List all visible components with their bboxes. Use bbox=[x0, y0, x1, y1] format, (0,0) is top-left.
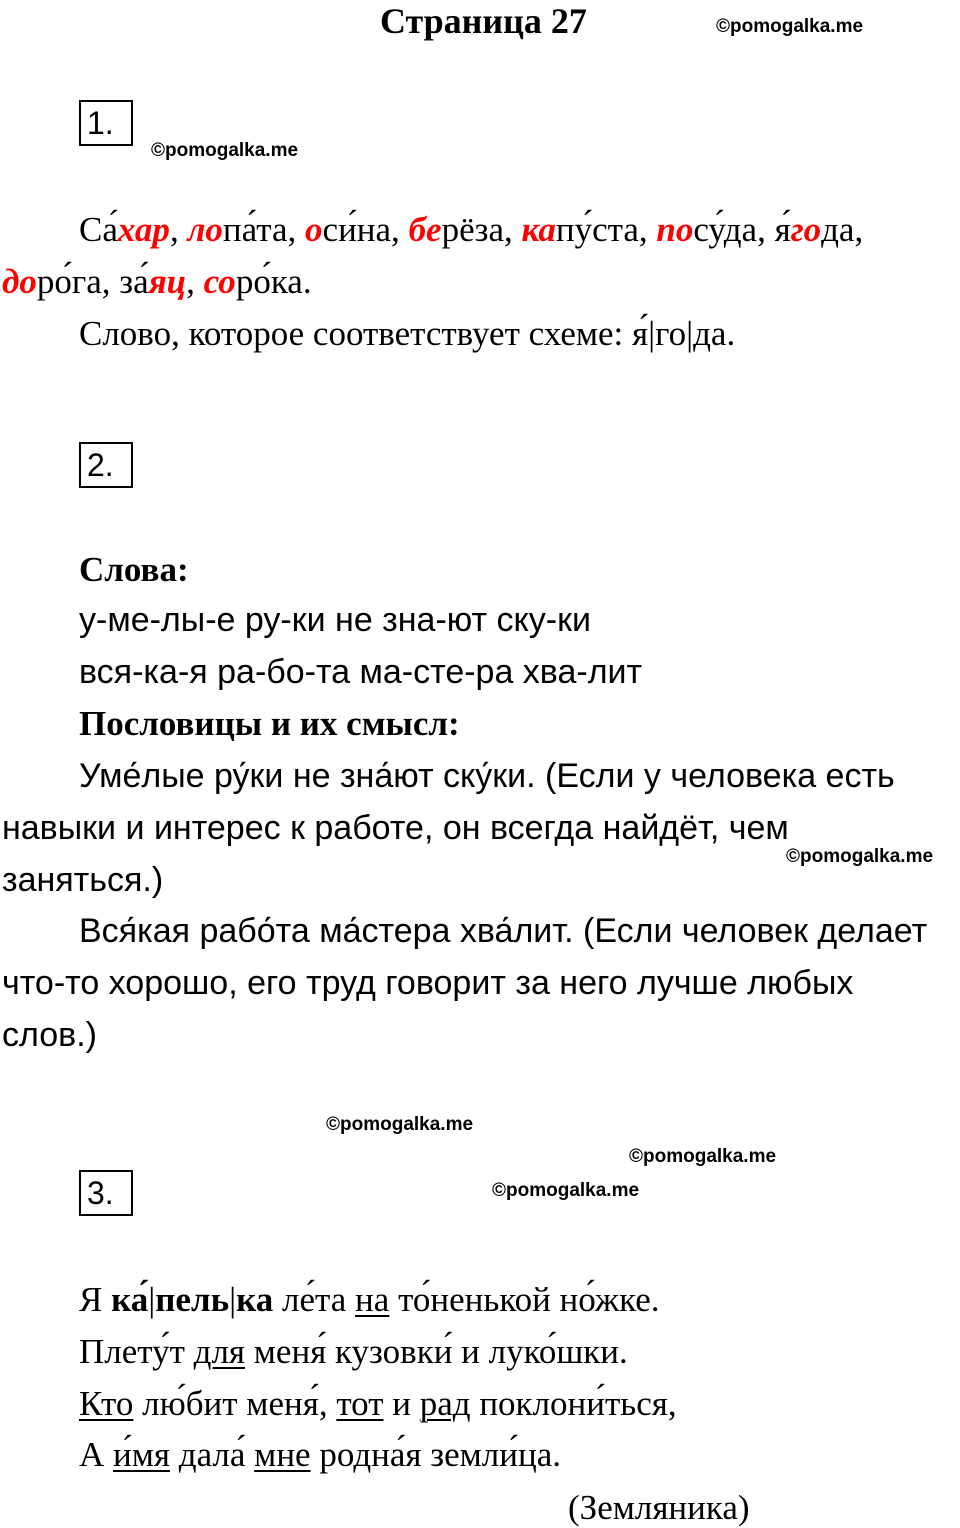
watermark: ©pomogalka.me bbox=[629, 1146, 777, 1167]
proverb1-line3: заняться.) bbox=[2, 861, 164, 899]
watermark: ©pomogalka.me bbox=[786, 846, 934, 867]
poem-line-3: Кто лю́бит меня́, тот и рад поклони́ться, bbox=[79, 1384, 677, 1423]
proverb2-line1: Вся́кая рабо́та ма́стера хва́лит. (Если человек делает bbox=[79, 912, 928, 950]
page-title: Страница 27 bbox=[380, 1, 587, 41]
proverb1-line2: навыки и интерес к работе, он всегда найдёт, чем bbox=[2, 809, 789, 847]
poem-line-4: А и́мя дала́ мне родна́я земли́ца. bbox=[79, 1435, 561, 1474]
watermark: ©pomogalka.me bbox=[716, 16, 864, 37]
proverb2-line2: что-то хорошо, его труд говорит за него лучше любых bbox=[2, 964, 854, 1002]
watermark: ©pomogalka.me bbox=[492, 1180, 640, 1201]
riddle-answer: (Земляника) bbox=[568, 1488, 750, 1527]
task-number-3: 3. bbox=[79, 1170, 133, 1216]
task1-answer: Слово, которое соответствует схеме: я́|го|да. bbox=[79, 314, 736, 353]
syllables-line-1: у-ме-лы-е ру-ки не зна-ют ску-ки bbox=[79, 601, 591, 639]
task-number-1: 1. bbox=[79, 100, 133, 146]
words-heading: Слова: bbox=[79, 550, 189, 589]
watermark: ©pomogalka.me bbox=[151, 140, 299, 161]
task1-words-line1: Са́хар, лопа́та, оси́на, берёза, капу́ста, посу́да, я́года, bbox=[79, 210, 864, 249]
poem-line-1: Я ка́|пель|ка ле́та на то́ненькой но́жке. bbox=[79, 1280, 660, 1319]
proverbs-heading: Пословицы и их смысл: bbox=[79, 704, 460, 743]
task-number-2: 2. bbox=[79, 442, 133, 488]
poem-line-2: Плету́т для меня́ кузовки́ и луко́шки. bbox=[79, 1332, 628, 1371]
task1-words-line2: доро́га, за́яц, соро́ка. bbox=[2, 262, 312, 301]
syllables-line-2: вся-ка-я ра-бо-та ма-сте-ра хва-лит bbox=[79, 653, 643, 691]
watermark: ©pomogalka.me bbox=[326, 1114, 474, 1135]
proverb2-line3: слов.) bbox=[2, 1016, 97, 1054]
proverb1-line1: Уме́лые ру́ки не зна́ют ску́ки. (Если у человека есть bbox=[79, 757, 895, 795]
